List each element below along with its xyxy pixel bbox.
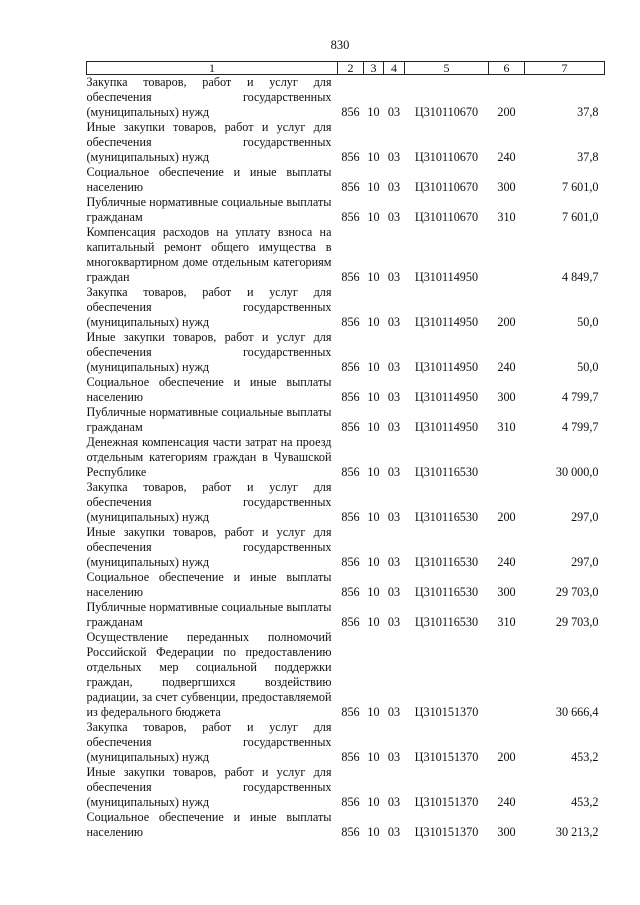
row-amount: 4 849,7 (561, 270, 599, 284)
row-target-article: Ц310151370 (414, 750, 479, 764)
row-section: 10 (367, 105, 380, 119)
row-name: Иные закупки товаров, работ и услуг для обеспечения государственных (муниципальных) нужд (86, 330, 332, 374)
row-target-article: Ц310151370 (414, 705, 479, 719)
row-admin-code: 856 (341, 585, 360, 599)
row-subsection: 03 (387, 315, 401, 329)
table-row (87, 285, 605, 330)
row-subsection: 03 (387, 795, 401, 809)
row-subsection: 03 (387, 585, 401, 599)
row-section: 10 (367, 795, 380, 809)
header-cell: 7 (525, 62, 605, 75)
row-amount: 30 666,4 (555, 705, 599, 719)
row-admin-code: 856 (341, 825, 360, 839)
row-name: Иные закупки товаров, работ и услуг для обеспечения государственных (муниципальных) нужд (86, 525, 332, 569)
table-row (87, 525, 605, 570)
table-row (87, 570, 605, 600)
row-expense-type: 200 (497, 105, 516, 119)
header-cell: 5 (405, 62, 489, 75)
row-admin-code: 856 (341, 615, 360, 629)
row-target-article: Ц310151370 (414, 825, 479, 839)
row-name: Публичные нормативные социальные выплаты гражданам (86, 405, 332, 434)
row-name: Закупка товаров, работ и услуг для обеспечения государственных (муниципальных) нужд (86, 75, 332, 119)
table-row (87, 195, 605, 225)
row-name: Социальное обеспечение и иные выплаты населению (86, 810, 332, 839)
row-expense-type: 200 (497, 510, 516, 524)
row-subsection: 03 (387, 360, 401, 374)
row-expense-type: 200 (497, 315, 516, 329)
row-subsection: 03 (387, 555, 401, 569)
row-section: 10 (367, 150, 380, 164)
row-name: Иные закупки товаров, работ и услуг для обеспечения государственных (муниципальных) нужд (86, 120, 332, 164)
row-amount: 453,2 (571, 795, 599, 809)
row-expense-type: 240 (497, 795, 516, 809)
row-section: 10 (367, 750, 380, 764)
row-expense-type (489, 630, 525, 720)
row-expense-type: 240 (497, 360, 516, 374)
row-amount: 30 213,2 (555, 825, 599, 839)
row-subsection: 03 (387, 825, 401, 839)
table-row (87, 435, 605, 480)
row-target-article: Ц310114950 (414, 420, 479, 434)
table-row (87, 810, 605, 840)
row-amount: 7 601,0 (561, 180, 599, 194)
row-subsection: 03 (387, 465, 401, 479)
row-amount: 30 000,0 (555, 465, 599, 479)
row-admin-code: 856 (341, 360, 360, 374)
row-admin-code: 856 (341, 750, 360, 764)
row-expense-type: 240 (497, 150, 516, 164)
row-expense-type: 300 (497, 825, 516, 839)
row-expense-type (489, 225, 525, 285)
row-admin-code: 856 (341, 705, 360, 719)
table-row (87, 225, 605, 285)
row-amount: 50,0 (577, 360, 599, 374)
row-subsection: 03 (387, 705, 401, 719)
row-section: 10 (367, 615, 380, 629)
row-admin-code: 856 (341, 420, 360, 434)
table-row (87, 765, 605, 810)
row-name: Иные закупки товаров, работ и услуг для обеспечения государственных (муниципальных) нужд (86, 765, 332, 809)
row-admin-code: 856 (341, 315, 360, 329)
row-target-article: Ц310116530 (414, 585, 479, 599)
row-target-article: Ц310116530 (414, 615, 479, 629)
row-name: Социальное обеспечение и иные выплаты населению (86, 375, 332, 404)
page-number: 830 (330, 38, 350, 52)
row-expense-type: 240 (497, 555, 516, 569)
row-section: 10 (367, 390, 380, 404)
table-row (87, 120, 605, 165)
header-cell: 6 (489, 62, 525, 75)
table-row (87, 600, 605, 630)
row-target-article: Ц310114950 (414, 360, 479, 374)
row-name: Публичные нормативные социальные выплаты гражданам (86, 600, 332, 629)
row-section: 10 (367, 825, 380, 839)
row-admin-code: 856 (341, 210, 360, 224)
row-name: Закупка товаров, работ и услуг для обеспечения государственных (муниципальных) нужд (86, 720, 332, 764)
row-target-article: Ц310110670 (414, 105, 479, 119)
row-target-article: Ц310116530 (414, 555, 479, 569)
row-target-article: Ц310114950 (414, 390, 479, 404)
row-admin-code: 856 (341, 180, 360, 194)
row-amount: 37,8 (577, 150, 599, 164)
table-body (87, 75, 605, 841)
row-name: Социальное обеспечение и иные выплаты населению (86, 570, 332, 599)
row-target-article: Ц310116530 (414, 465, 479, 479)
row-target-article: Ц310114950 (414, 315, 479, 329)
row-section: 10 (367, 510, 380, 524)
row-expense-type: 300 (497, 585, 516, 599)
row-target-article: Ц310114950 (414, 270, 479, 284)
table-row (87, 330, 605, 375)
table-row (87, 375, 605, 405)
row-amount: 7 601,0 (561, 210, 599, 224)
row-expense-type: 300 (497, 180, 516, 194)
row-name: Компенсация расходов на уплату взноса на капитальный ремонт общего имущества в многоквартирном доме отдельным категориям граждан (86, 225, 332, 284)
row-subsection: 03 (387, 150, 401, 164)
row-target-article: Ц310151370 (414, 795, 479, 809)
row-subsection: 03 (387, 510, 401, 524)
row-subsection: 03 (387, 180, 401, 194)
row-section: 10 (367, 465, 380, 479)
row-amount: 297,0 (571, 510, 599, 524)
row-name: Закупка товаров, работ и услуг для обеспечения государственных (муниципальных) нужд (86, 480, 332, 524)
row-subsection: 03 (387, 210, 401, 224)
row-target-article: Ц310116530 (414, 510, 479, 524)
header-cell: 4 (384, 62, 405, 75)
row-admin-code: 856 (341, 105, 360, 119)
row-section: 10 (367, 270, 380, 284)
row-admin-code: 856 (341, 795, 360, 809)
row-target-article: Ц310110670 (414, 150, 479, 164)
row-target-article: Ц310110670 (414, 210, 479, 224)
header-cell: 2 (338, 62, 364, 75)
row-name: Осуществление переданных полномочий Российской Федерации по предоставлению отдельных мер социальной поддержки граждан, подвергшихся воздействию радиации, за счет субвенции, предоставляемой из федерального бюджета (86, 630, 332, 719)
table-row (87, 630, 605, 720)
row-admin-code: 856 (341, 465, 360, 479)
row-amount: 4 799,7 (561, 390, 599, 404)
row-amount: 37,8 (577, 105, 599, 119)
row-section: 10 (367, 210, 380, 224)
table-row (87, 165, 605, 195)
row-expense-type: 310 (497, 210, 516, 224)
row-amount: 50,0 (577, 315, 599, 329)
row-subsection: 03 (387, 750, 401, 764)
row-subsection: 03 (387, 390, 401, 404)
table-row (87, 480, 605, 525)
row-amount: 4 799,7 (561, 420, 599, 434)
row-admin-code: 856 (341, 270, 360, 284)
row-section: 10 (367, 315, 380, 329)
header-row (87, 62, 605, 75)
row-name: Публичные нормативные социальные выплаты гражданам (86, 195, 332, 224)
row-admin-code: 856 (341, 510, 360, 524)
row-amount: 453,2 (571, 750, 599, 764)
row-expense-type (489, 435, 525, 480)
row-section: 10 (367, 360, 380, 374)
row-subsection: 03 (387, 270, 401, 284)
row-admin-code: 856 (341, 150, 360, 164)
table-row (87, 75, 605, 121)
row-name: Закупка товаров, работ и услуг для обеспечения государственных (муниципальных) нужд (86, 285, 332, 329)
row-admin-code: 856 (341, 555, 360, 569)
row-section: 10 (367, 705, 380, 719)
row-subsection: 03 (387, 615, 401, 629)
row-subsection: 03 (387, 105, 401, 119)
row-section: 10 (367, 555, 380, 569)
row-name: Социальное обеспечение и иные выплаты населению (86, 165, 332, 194)
row-expense-type: 200 (497, 750, 516, 764)
row-expense-type: 310 (497, 420, 516, 434)
row-amount: 29 703,0 (555, 615, 599, 629)
row-name: Денежная компенсация части затрат на проезд отдельным категориям граждан в Чувашской Республике (86, 435, 332, 479)
row-expense-type: 300 (497, 390, 516, 404)
row-section: 10 (367, 585, 380, 599)
budget-table (86, 61, 605, 840)
table-row (87, 720, 605, 765)
row-amount: 29 703,0 (555, 585, 599, 599)
row-admin-code: 856 (341, 390, 360, 404)
row-subsection: 03 (387, 420, 401, 434)
table-row (87, 405, 605, 435)
header-cell: 3 (364, 62, 384, 75)
row-target-article: Ц310110670 (414, 180, 479, 194)
row-amount: 297,0 (571, 555, 599, 569)
row-section: 10 (367, 180, 380, 194)
row-expense-type: 310 (497, 615, 516, 629)
header-cell: 1 (87, 62, 338, 75)
row-section: 10 (367, 420, 380, 434)
